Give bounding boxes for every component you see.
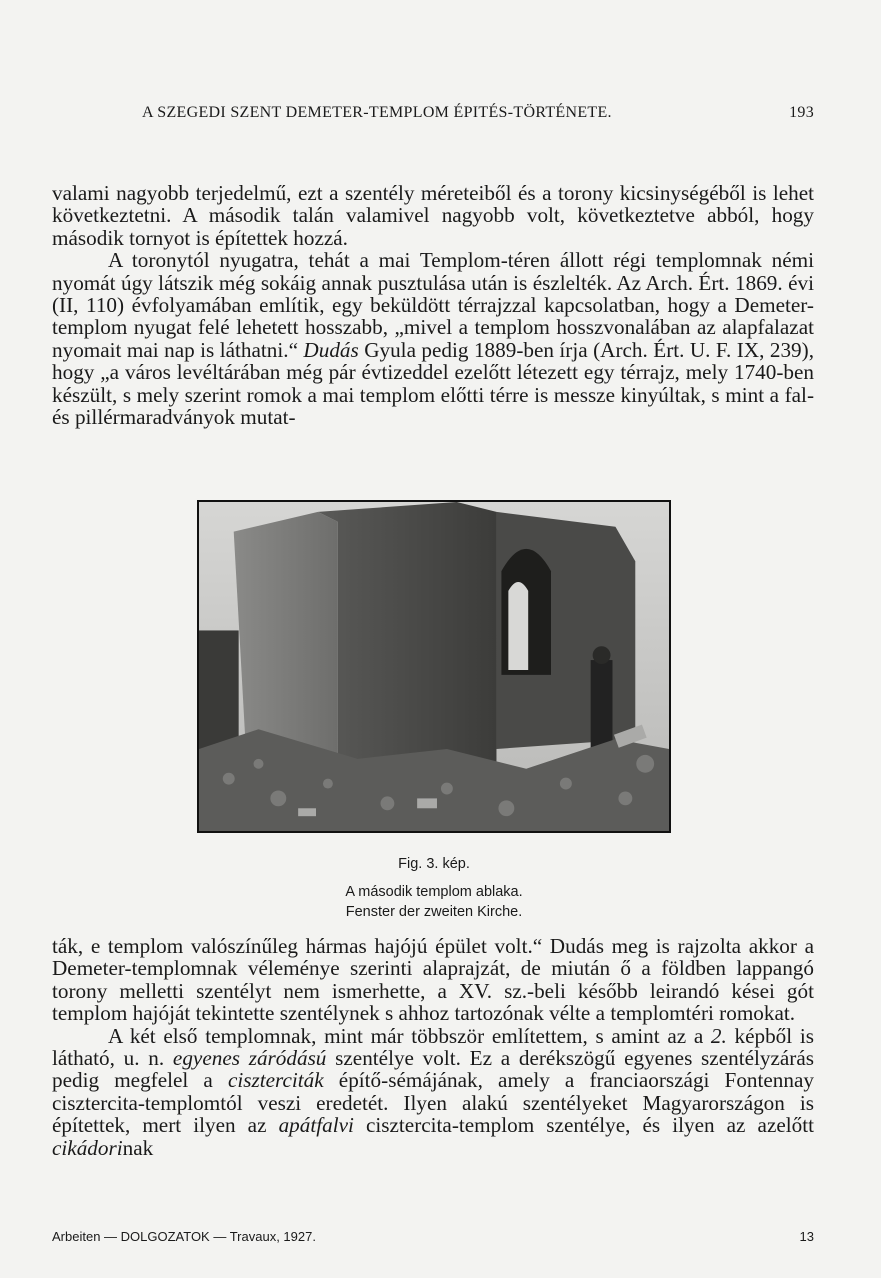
paragraph-1: valami nagyobb terjedelmű, ezt a szentély méreteiből és a torony kicsinységéből is lehet következtetni. A második talán valamivel nagyobb volt, következtetve abból, hogy második tornyot is építettek hozzá.	[52, 181, 814, 250]
author-name: Dudás	[303, 337, 359, 362]
figure-caption-hungarian: A második templom ablaka.	[345, 884, 523, 900]
emphasis-term: apátfalvi	[278, 1113, 354, 1138]
footer-number: 13	[799, 1229, 814, 1244]
paragraph-3: ták, e templom valószínűleg hármas hajójú épület volt.“ Dudás meg is rajzolta akkor a Demeter-templomnak véleménye szerinti alaprajzát, de miután ő a földben lappangó torony melletti szentélyt nem ismerhette, a XV. sz.-beli később leirandó kései gót templom hajóját tekintette szentélynek s ahhoz tartozónak vélte a templomtéri romokat.	[52, 934, 814, 1026]
ruin-photograph	[199, 502, 669, 831]
text-block-bottom	[52, 935, 814, 1159]
figure-label: Fig. 3. kép.	[398, 856, 470, 872]
figure-caption-german: Fenster der zweiten Kirche.	[345, 904, 523, 920]
page-number: 193	[789, 104, 814, 121]
running-title: A SZEGEDI SZENT DEMETER-TEMPLOM ÉPITÉS-TÖRTÉNETE.	[142, 104, 612, 121]
emphasis-term: cikádori	[52, 1135, 123, 1160]
emphasis-term: egyenes záródású	[172, 1046, 327, 1071]
emphasis-term: ciszterciták	[227, 1068, 324, 1093]
paragraph-2: A toronytól nyugatra, tehát a mai Templom-téren állott régi templomnak némi nyomát úgy látszik még sokáig annak pusztulása után is észlelték. Az Arch. Ért. 1869. évi (II, 110) évfolyamában említik, egy beküldött térrajzzal kapcsolatban, hogy a Demeter-templom nyugat felé lehetett hosszabb, „mivel a templom hosszvonalában az alapfalazat nyomait mai nap is láthatni.“ Dudás Gyula pedig 1889-ben írja (Arch. Ért. U. F. IX, 239), hogy „a város levéltárában még pár évtizeddel ezelőtt létezett egy térrajz, mely 1740-ben készült, s mely szerint romok a mai templom előtti térre is messze kinyúltak, s mint a fal- és pillérmaradványok mutat-	[52, 248, 814, 430]
text-block-top	[52, 182, 814, 428]
paragraph-4: A két első templomnak, mint már többször említettem, s amint az a 2. képből is látható, u. n. egyenes záródású szentélye volt. Ez a derékszögű egyenes szentélyzárás pedig megfelel a ciszterciták építő-sémájának, amely a franciaországi Fontennay cisztercita-templomtól veszi eredetét. Ilyen alakú szentélyeket Magyarországon is építettek, mert ilyen az apátfalvi cisztercita-templom szentélye, és ilyen az azelőtt cikádorinak	[52, 1023, 815, 1160]
journal-series: Arbeiten — DOLGOZATOK — Travaux, 1927.	[52, 1229, 316, 1244]
figure-photo	[197, 500, 671, 833]
